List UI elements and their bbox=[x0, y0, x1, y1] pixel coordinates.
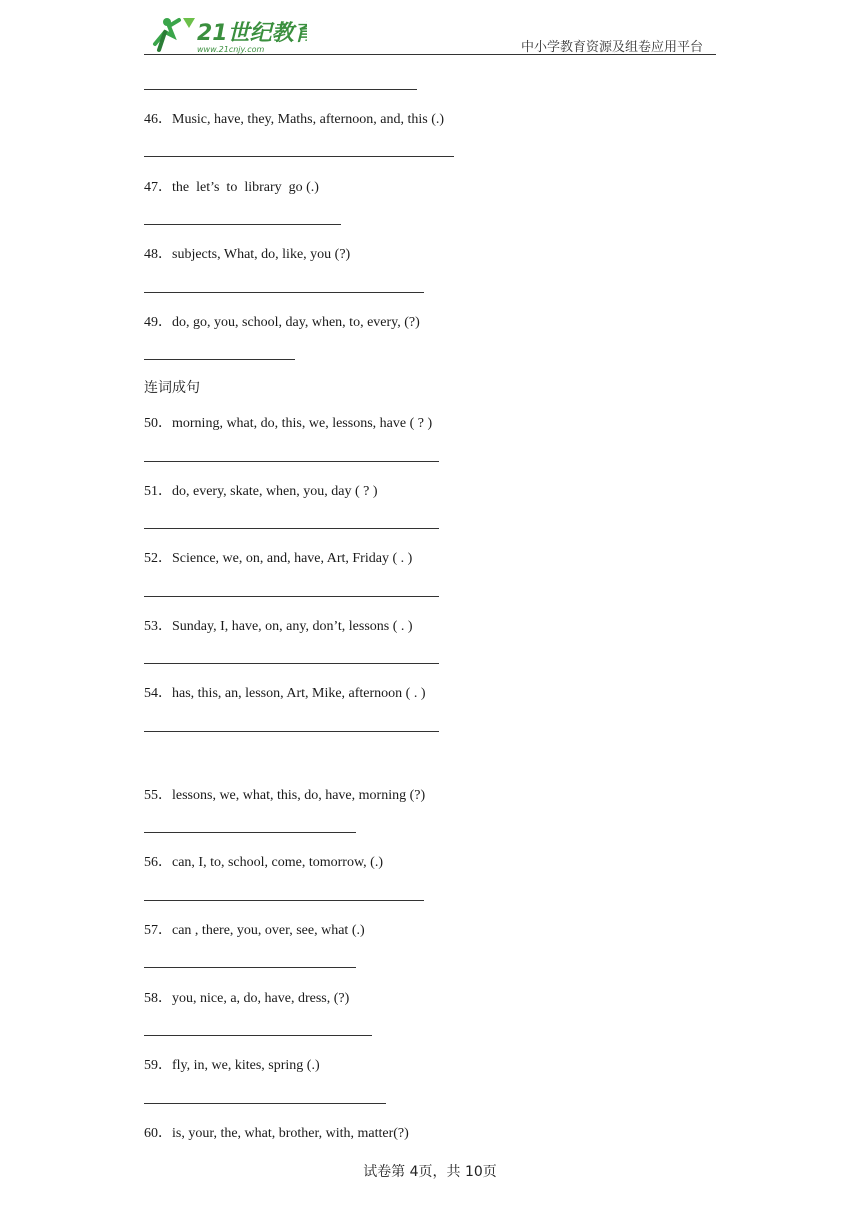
answer-line bbox=[144, 1035, 372, 1036]
answer-line bbox=[144, 967, 356, 968]
answer-line bbox=[144, 461, 439, 462]
question-57: 57．can , there, you, over, see, what (.) bbox=[144, 923, 365, 938]
site-logo bbox=[147, 14, 307, 54]
header-platform-text: 中小学教育资源及组卷应用平台 bbox=[520, 40, 703, 55]
logo-url: www.21cnjy.com bbox=[197, 45, 265, 54]
answer-line bbox=[144, 1103, 386, 1104]
answer-line bbox=[144, 359, 295, 360]
question-58: 58．you, nice, a, do, have, dress, (?) bbox=[144, 991, 350, 1006]
answer-line bbox=[144, 224, 341, 225]
answer-line bbox=[144, 528, 439, 529]
answer-line bbox=[144, 832, 356, 833]
question-51: 51．do, every, skate, when, you, day ( ? ) bbox=[144, 484, 378, 499]
question-59: 59．fly, in, we, kites, spring (.) bbox=[144, 1058, 320, 1073]
question-50: 50．morning, what, do, this, we, lessons, have ( ? ) bbox=[144, 416, 433, 431]
question-46: 46．Music, have, they, Maths, afternoon, and, this (.) bbox=[144, 112, 445, 127]
question-48: 48．subjects, What, do, like, you (?) bbox=[144, 247, 351, 262]
question-53: 53．Sunday, I, have, on, any, don’t, lessons ( . ) bbox=[144, 619, 413, 634]
question-54: 54．has, this, an, lesson, Art, Mike, afternoon ( . ) bbox=[144, 686, 426, 701]
answer-line bbox=[144, 292, 424, 293]
question-55: 55．lessons, we, what, this, do, have, morning (?) bbox=[144, 788, 426, 803]
header-divider bbox=[144, 54, 716, 55]
page-footer: 试卷第 4页，共 10页 bbox=[363, 1164, 497, 1180]
answer-line bbox=[144, 156, 454, 157]
logo-runner-icon bbox=[147, 14, 307, 54]
answer-line bbox=[144, 900, 424, 901]
answer-line bbox=[144, 663, 439, 664]
logo-brand: 21世纪教育 bbox=[197, 21, 307, 46]
answer-line bbox=[144, 89, 417, 90]
answer-line bbox=[144, 731, 439, 732]
answer-line bbox=[144, 596, 439, 597]
question-60: 60．is, your, the, what, brother, with, matter(?) bbox=[144, 1126, 409, 1141]
question-47: 47．the let’s to library go (.) bbox=[144, 180, 319, 195]
question-52: 52．Science, we, on, and, have, Art, Friday ( . ) bbox=[144, 551, 413, 566]
question-49: 49．do, go, you, school, day, when, to, every, (?) bbox=[144, 315, 420, 330]
question-56: 56．can, I, to, school, come, tomorrow, (.) bbox=[144, 855, 383, 870]
section-title: 连词成句 bbox=[144, 380, 200, 396]
